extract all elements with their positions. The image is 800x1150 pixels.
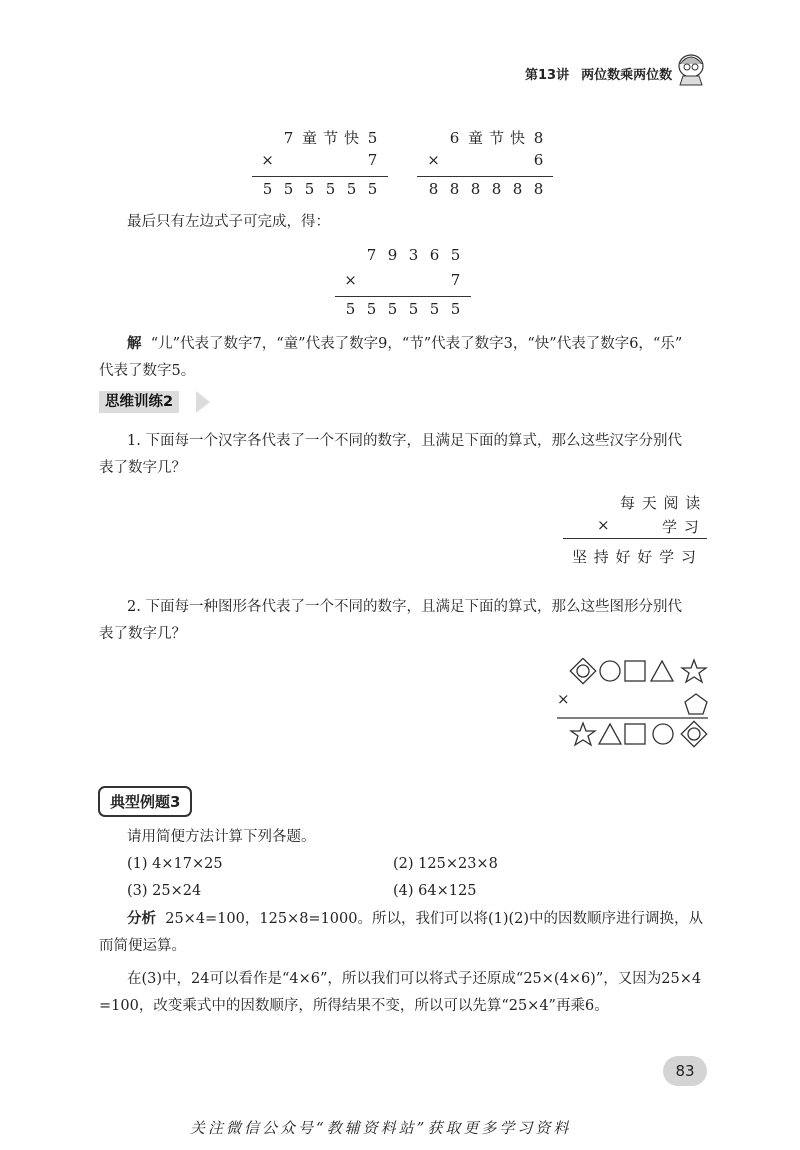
pentagon-icon [685, 694, 707, 714]
calc-left-rule [252, 176, 388, 177]
q2-calc-x: × [557, 690, 570, 708]
calc-left-mid: × 7 [261, 151, 378, 169]
circle-icon [653, 724, 673, 744]
q1-calc-x: × [597, 516, 610, 534]
q2-shape-calc [555, 658, 710, 750]
circle-icon [600, 661, 620, 681]
triangle-icon [651, 661, 673, 681]
calc-left-top: 7 童 节 快 5 [283, 129, 378, 147]
footer-note: 关注微信公众号“教辅资料站”获取更多学习资料 [190, 1119, 572, 1137]
training-badge-arrow [196, 391, 210, 413]
calc-final-bottom: 5 5 5 5 5 5 [345, 300, 461, 318]
lesson-title: 两位数乘两位数 [581, 68, 673, 83]
page-header [525, 64, 672, 83]
calc-final-rule [335, 296, 471, 297]
only-left-text: 最后只有左边式子可完成，得： [127, 214, 330, 230]
square-icon [625, 661, 645, 681]
solution-label: 解 [127, 336, 142, 352]
example-item-1: (1) 4×17×25 [127, 856, 223, 872]
diamond-circle-icon [570, 658, 595, 683]
q1-line-2: 表了数字几？ [99, 460, 186, 476]
lesson-number: 第13讲 [525, 68, 570, 83]
q1-calc-bottom: 坚 持 好 好 学 习 [572, 548, 697, 566]
calc-left-bottom: 5 5 5 5 5 5 [262, 180, 378, 198]
q2-line-2: 表了数字几？ [99, 626, 186, 642]
q1-calc-mid: 学 习 [662, 518, 700, 536]
example-item-4: (4) 64×125 [393, 883, 477, 899]
calc-right-rule [417, 176, 553, 177]
square-icon [625, 724, 645, 744]
cartoon-mascot-icon [676, 52, 706, 86]
solution-line-1: 解 “儿”代表了数字7，“童”代表了数字9，“节”代表了数字3，“快”代表了数字6，“乐” [127, 336, 683, 352]
calc-right-mid: × 6 [427, 151, 544, 169]
calc-right-bottom: 8 8 8 8 8 8 [428, 180, 544, 198]
analysis-line-1: 分析 25×4=100，125×8=1000。所以，我们可以将(1)(2)中的因数顺序进行调换，从 [127, 911, 704, 927]
calc-final-top: 7 9 3 6 5 [366, 246, 461, 264]
q1-calc-rule [563, 538, 707, 539]
example-intro: 请用简便方法计算下列各题。 [127, 829, 316, 845]
example-item-2: (2) 125×23×8 [393, 856, 498, 872]
diamond-circle-icon [681, 721, 706, 746]
para-line-2: =100，改变乘式中的因数顺序，所得结果不变，所以可以先算“25×4”再乘6。 [99, 998, 609, 1014]
solution-line-2: 代表了数字5。 [99, 363, 196, 379]
star-icon [571, 723, 595, 745]
calc-final-mid: × 7 [344, 271, 461, 289]
q2-line-1: 2. 下面每一种图形各代表了一个不同的数字，且满足下面的算式，那么这些图形分别代 [127, 599, 682, 615]
training-badge: 思维训练2 [99, 391, 179, 413]
star-icon [682, 660, 706, 682]
calc-right-top: 6 童 节 快 8 [449, 129, 544, 147]
example-item-3: (3) 25×24 [127, 883, 202, 899]
page-number: 83 [663, 1056, 707, 1086]
analysis-label: 分析 [127, 911, 156, 927]
para-line-1: 在(3)中，24可以看作是“4×6”，所以我们可以将式子还原成“25×(4×6)”，又因为25×4 [127, 971, 702, 987]
q1-calc-top: 每 天 阅 读 [620, 494, 702, 512]
example-badge: 典型例题3 [98, 786, 192, 817]
analysis-line-2: 而简便运算。 [99, 938, 186, 954]
q1-line-1: 1. 下面每一个汉字各代表了一个不同的数字，且满足下面的算式，那么这些汉字分别代 [127, 433, 682, 449]
triangle-icon [599, 724, 621, 744]
